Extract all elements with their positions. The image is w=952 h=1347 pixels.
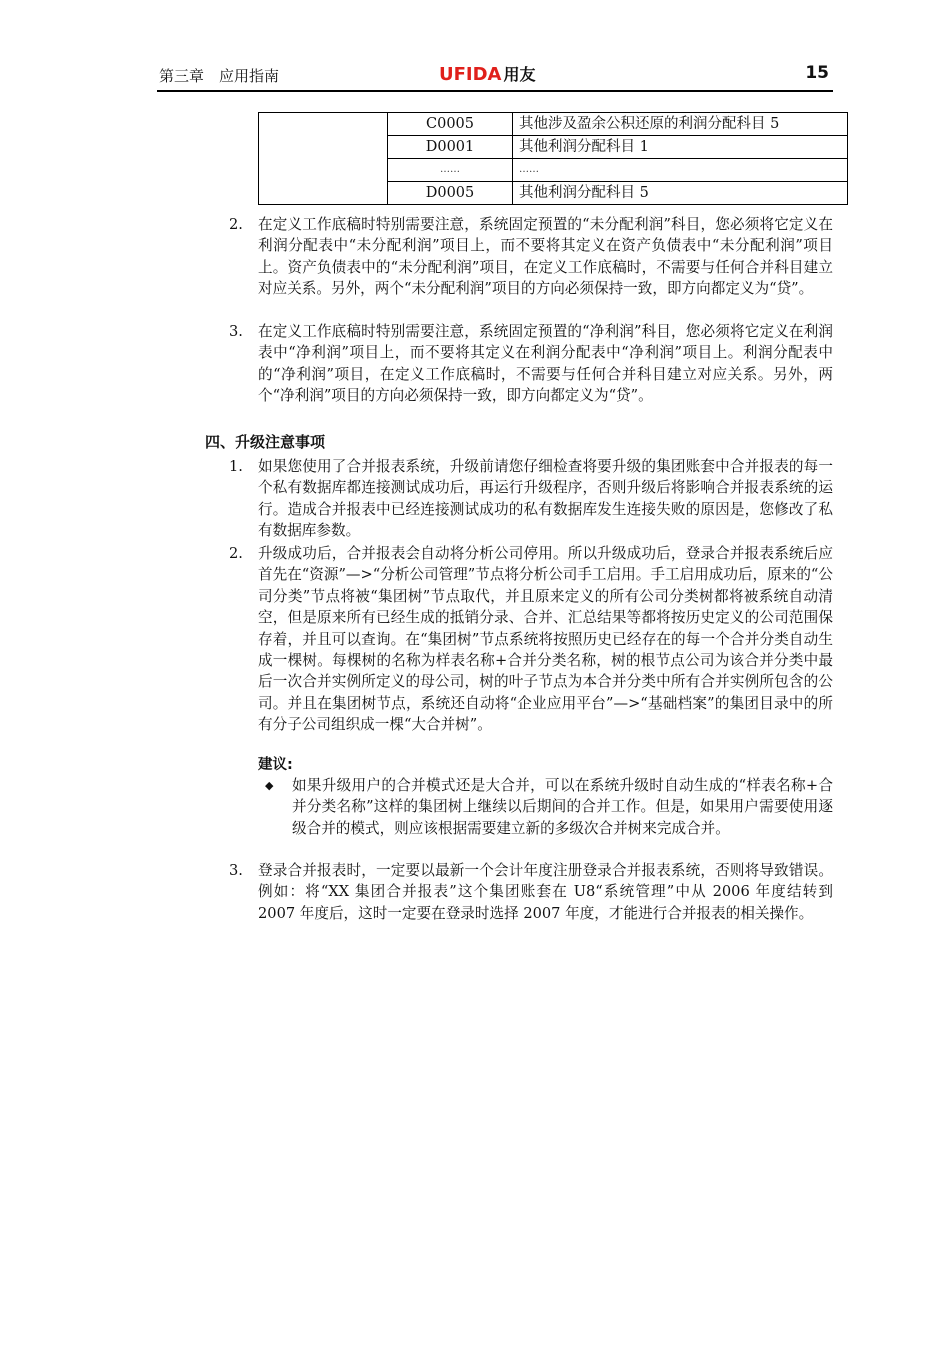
paragraph: 升级成功后，合并报表会自动将分析公司停用。所以升级成功后，登录合并报表系统后应首先在“资源”—>“分析公司管理”节点将分析公司手工启用。手工启用成功后，原来的“公司分类”节点将被“集团树”节点取代，并且原来定义的所有公司分类树都将被系统自动清空，但是原来所有已经生成的抵销分录、合并、汇总结果等都将按历史定义的公司范围保存着，并且可以查询。在“集团树”节点系统将按照历史已经存在的每一个合并分类自动生成一棵树。每棵树的名称为样表名称+合并分类名称，树的根节点公司为该合并分类中最后一次合并实例所定义的母公司，树的叶子节点为本合并分类中所有合并实例所包含的公司。并且在集团树节点，系统还自动将“企业应用平台”—>“基础档案”的集团目录中的所有分子公司组织成一棵“大合并树”。 [258, 545, 833, 734]
table-row [259, 113, 848, 136]
paragraph: 登录合并报表时，一定要以最新一个会计年度注册登录合并报表系统，否则将导致错误。例如：将“XX 集团合并报表”这个集团账套在 U8“系统管理”中从 2006 年度结转到 2007 年度后，这时一定要在登录时选择 2007 年度，才能进行合并报表的相关操作。 [258, 862, 833, 922]
diamond-bullet-icon: ◆ [265, 779, 274, 792]
bullet-item [0, 775, 952, 861]
table-cell-code: …… [388, 159, 513, 182]
paragraph: 如果您使用了合并报表系统，升级前请您仔细检查将要升级的集团账套中合并报表的每一个私有数据库都连接测试成功后，再运行升级程序，否则升级后将影响合并报表系统的运行。造成合并报表中已经连接测试成功的私有数据库发生连接失败的原因是，您修改了私有数据库参数。 [258, 458, 833, 540]
chapter-title: 第三章 应用指南 [159, 67, 280, 85]
list-item [0, 214, 952, 324]
list-number: 3. [229, 862, 243, 879]
table-cell-empty [259, 113, 388, 205]
suggestion-label: 建议: [258, 757, 293, 773]
subject-table [258, 112, 848, 205]
table-cell-code: D0001 [388, 136, 513, 159]
paragraph: 在定义工作底稿时特别需要注意，系统固定预置的“未分配利润”科目，您必须将它定义在利润分配表中“未分配利润”项目上，而不要将其定义在资产负债表中“未分配利润”项目上。资产负债表中的“未分配利润”项目，在定义工作底稿时，不需要与任何合并科目建立对应关系。另外，两个“未分配利润”项目的方向必须保持一致，即方向都定义为“贷”。 [258, 216, 833, 298]
table-cell-code: D0005 [388, 182, 513, 205]
table-cell-desc: …… [513, 159, 848, 182]
table-cell-desc: 其他利润分配科目 5 [513, 182, 848, 205]
paragraph: 如果升级用户的合并模式还是大合并，可以在系统升级时自动生成的“样表名称+合并分类名称”这样的集团树上继续以后期间的合并工作。但是，如果用户需要使用逐级合并的模式，则应该根据需要建立新的多级次合并树来完成合并。 [292, 777, 833, 837]
page-header [157, 62, 833, 92]
list-number: 2. [229, 216, 243, 233]
list-number: 2. [229, 545, 243, 562]
table-cell-code: C0005 [388, 113, 513, 136]
list-item [0, 321, 952, 431]
list-number: 1. [229, 458, 243, 475]
ufida-logo [439, 62, 536, 85]
list-item [0, 860, 952, 948]
list-item [0, 456, 952, 544]
section-heading: 四、升级注意事项 [205, 433, 326, 451]
table-cell-desc: 其他利润分配科目 1 [513, 136, 848, 159]
table-cell-desc: 其他涉及盈余公积还原的利润分配科目 5 [513, 113, 848, 136]
paragraph: 在定义工作底稿时特别需要注意，系统固定预置的“净利润”科目，您必须将它定义在利润表中“净利润”项目上，而不要将其定义在利润分配表中“净利润”项目上。利润分配表中的“净利润”项目，在定义工作底稿时，不需要与任何合并科目建立对应关系。另外，两个“净利润”项目的方向必须保持一致，即方向都定义为“贷”。 [258, 323, 833, 405]
list-number: 3. [229, 323, 243, 340]
logo-brand: UFIDA [439, 64, 502, 85]
list-item [0, 543, 952, 753]
page-number: 15 [805, 63, 829, 83]
logo-cn: 用友 [503, 65, 536, 84]
